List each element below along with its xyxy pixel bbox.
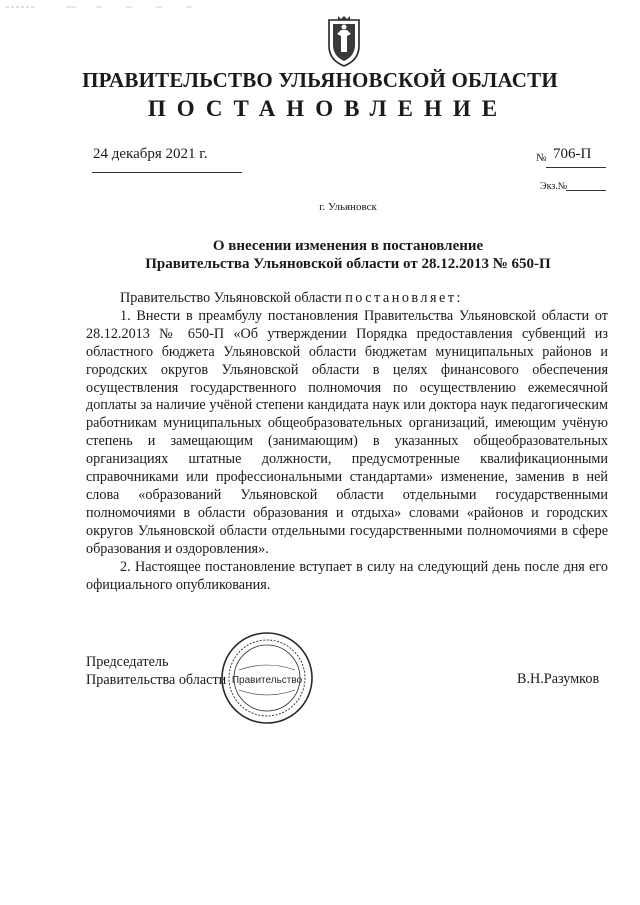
official-seal-icon [219, 630, 315, 726]
document-type: ПОСТАНОВЛЕНИЕ [147, 96, 509, 121]
decree-number: 706-П [553, 146, 592, 162]
decree-body [86, 290, 608, 594]
title-line-1: О внесении изменения в постановление [212, 238, 484, 254]
copy-number-underline [566, 190, 606, 191]
position-line-2: Правительства области [86, 672, 227, 688]
coat-of-arms-icon [325, 16, 363, 68]
preamble [86, 290, 608, 308]
signatory-name: В.Н.Разумков [517, 671, 600, 687]
number-underline [546, 167, 606, 168]
copy-number-label: Экз.№ [540, 181, 568, 192]
title-line-2: Правительства Ульяновской области от 28.12.2013 № 650-П [145, 256, 551, 272]
decree-date: 24 декабря 2021 г. [93, 146, 208, 162]
preamble-verb: постановляет: [345, 290, 463, 306]
government-name: ПРАВИТЕЛЬСТВО УЛЬЯНОВСКОЙ ОБЛАСТИ [82, 68, 558, 92]
position-line-1: Председатель [86, 654, 169, 670]
scan-artifact [6, 5, 206, 9]
seal-text: Правительство [231, 675, 303, 686]
signatory-position [86, 653, 226, 689]
city: г. Ульяновск [319, 201, 377, 213]
decree-title [0, 237, 640, 273]
preamble-prefix: Правительство Ульяновской области [120, 290, 346, 306]
point-2: 2. Настоящее постановление вступает в силу на следующий день после дня его официального опубликования. [86, 558, 608, 593]
number-sign: № [536, 152, 547, 164]
point-1: 1. Внести в преамбулу постановления Правительства Ульяновской области от 28.12.2013 № 650-П «Об утверждении Порядка предоставления субвенций из областного бюджета Ульяновской области бюджетам муниципальных районов и городских округов Ульяновской области в целях финансового обеспечения осуществления государственного полномочия по осуществлению ежемесячной доплаты за наличие учёной степени кандидата наук или доктора наук педагогическим работникам муниципальных общеобразовательных организаций, имеющим учёную степень и замещающим (занимающим) в указанных общеобразовательных организациях штатные должности, предусмотренные квалификационными справочниками или профессиональными стандартами» изменение, заменив в ней слова «образований Ульяновской области отдельными государственными полномочиями в области образования и отдыха» словами «районов и городских округов Ульяновской области отдельными государственными полномочиями в сфере образования и оздоровления». [86, 307, 608, 557]
date-underline [92, 172, 242, 173]
